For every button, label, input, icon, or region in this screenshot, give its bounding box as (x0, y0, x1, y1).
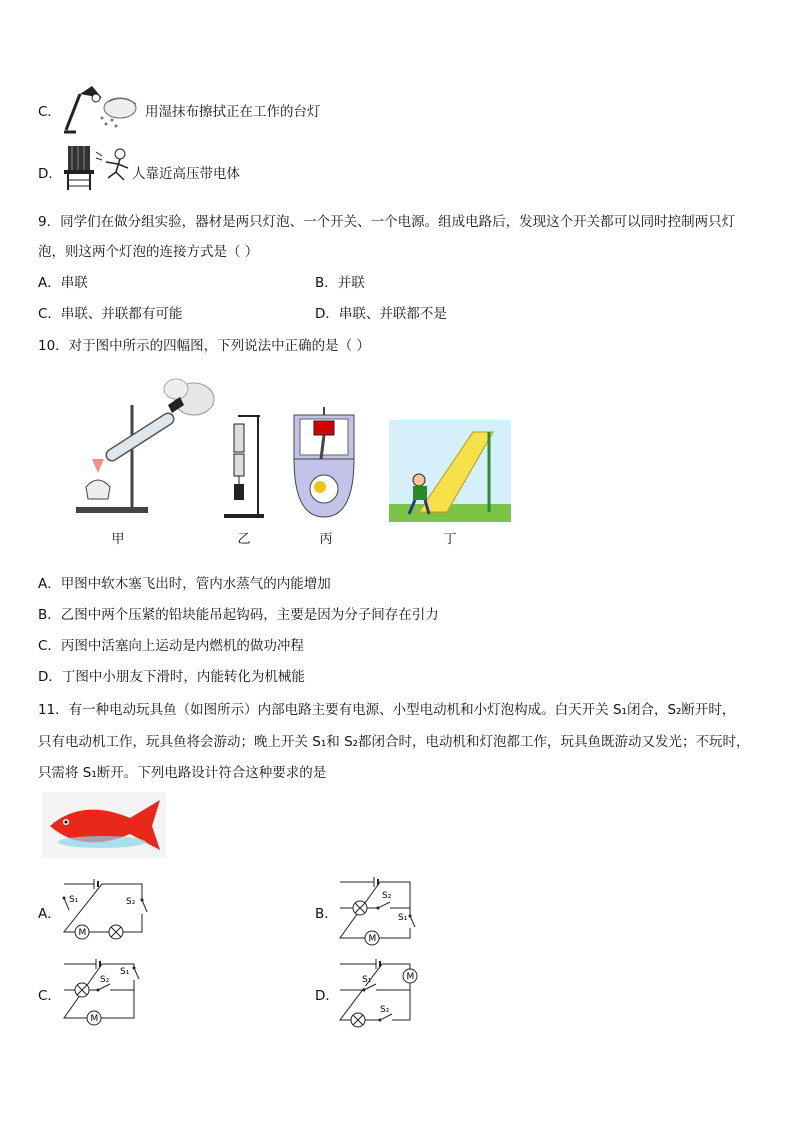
q10-stem: 10．对于图中所示的四幅图，下列说法中正确的是（ ） (38, 338, 370, 354)
circuit-diagram-d (338, 958, 418, 1026)
q11-option-b-letter: B． (315, 906, 338, 922)
q8-option-d-letter: D． (38, 166, 62, 182)
figure-caption-bing: 丙 (319, 532, 333, 547)
figure-ding-child-slide (389, 420, 511, 522)
circuit-d-s1-label: S₁ (362, 975, 372, 985)
circuit-c-motor-label: M (90, 1014, 99, 1024)
q11-option-c-letter: C． (38, 988, 61, 1004)
circuit-diagram-b (338, 876, 414, 944)
circuit-diagram-c (62, 958, 138, 1024)
figure-yi-lead-blocks (222, 410, 268, 520)
circuit-a-motor-label: M (78, 928, 87, 938)
q10-option-b: B．乙图中两个压紧的铅块能吊起钩码，主要是因为分子间存在引力 (38, 607, 439, 623)
q8-option-c-text: 用湿抹布擦拭正在工作的台灯 (145, 104, 321, 120)
q11-stem-line3: 只需将 S₁断开。下列电路设计符合这种要求的是 (38, 765, 327, 781)
desk-lamp-wet-cloth-illustration (62, 80, 144, 136)
q11-option-a-letter: A． (38, 906, 61, 922)
q9-stem-line2: 泡，则这两个灯泡的连接方式是（ ） (38, 244, 259, 260)
q9-option-c: C．串联、并联都有可能 (38, 306, 183, 322)
q10-option-c: C．丙图中活塞向上运动是内燃机的做功冲程 (38, 638, 304, 654)
q8-option-d-text: 人靠近高压带电体 (132, 166, 240, 182)
q9-option-a: A．串联 (38, 275, 88, 291)
circuit-b-s1-label: S₁ (398, 913, 408, 923)
figure-caption-yi: 乙 (237, 532, 251, 547)
q8-option-c-letter: C． (38, 104, 61, 120)
q9-stem-line1: 9．同学们在做分组实验，器材是两只灯泡、一个开关、一个电源。组成电路后，发现这个开关都可以同时控制两只灯 (38, 214, 736, 230)
circuit-d-s2-label: S₂ (380, 1005, 390, 1015)
circuit-c-s2-label: S₂ (100, 975, 110, 985)
q10-option-d: D．丁图中小朋友下滑时，内能转化为机械能 (38, 669, 305, 685)
toy-fish-photo (42, 792, 166, 858)
q11-stem-line2: 只有电动机工作，玩具鱼将会游动；晚上开关 S₁和 S₂都闭合时，电动机和灯泡都工作，玩具鱼既游动又发光；不玩时， (38, 734, 750, 750)
q9-option-d: D．串联、并联都不是 (315, 306, 447, 322)
q11-option-d-letter: D． (315, 988, 339, 1004)
figure-caption-jia: 甲 (111, 532, 125, 547)
figure-jia-test-tube-cork (72, 375, 212, 520)
circuit-diagram-a (62, 876, 146, 940)
circuit-b-s2-label: S₂ (382, 891, 392, 901)
q10-option-a: A．甲图中软木塞飞出时，管内水蒸气的内能增加 (38, 576, 331, 592)
circuit-a-s1-label: S₁ (69, 895, 79, 905)
q11-stem-line1: 11．有一种电动玩具鱼（如图所示）内部电路主要有电源、小型电动机和小灯泡构成。白天开关 S₁闭合，S₂断开时， (38, 702, 736, 718)
q9-option-b: B．并联 (315, 275, 365, 291)
figure-caption-ding: 丁 (443, 532, 457, 547)
circuit-a-s2-label: S₂ (126, 897, 136, 907)
figure-bing-engine-cylinder (290, 405, 358, 523)
high-voltage-tower-illustration (62, 140, 134, 192)
circuit-c-s1-label: S₁ (120, 967, 130, 977)
circuit-b-motor-label: M (368, 934, 377, 944)
circuit-d-motor-label: M (406, 972, 415, 982)
